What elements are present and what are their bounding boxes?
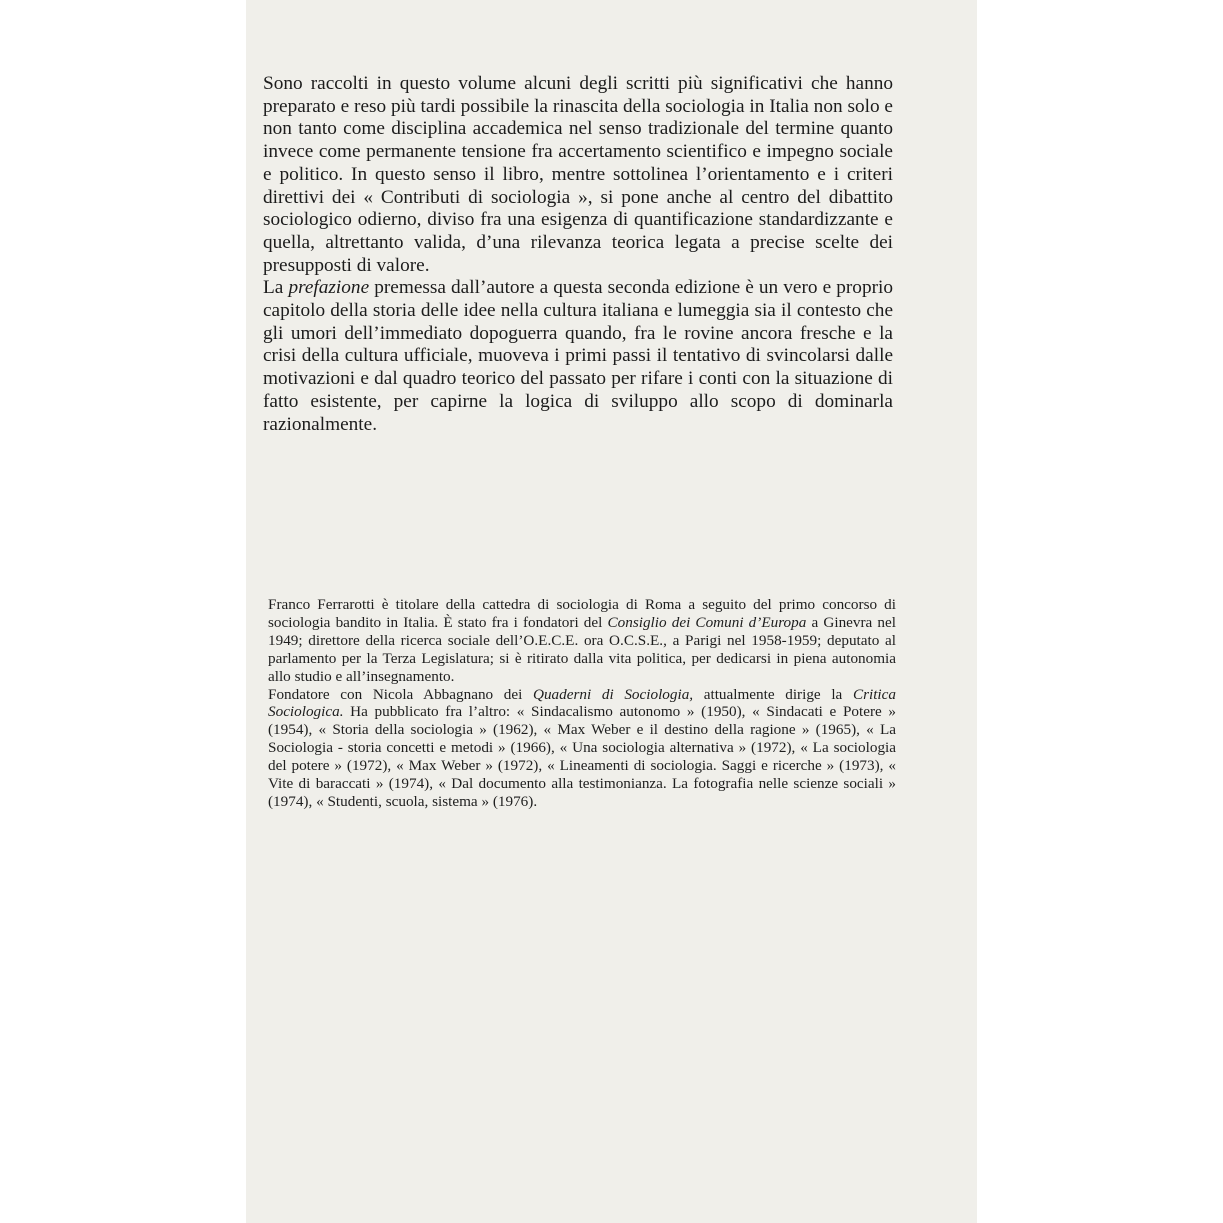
bio-p1-italic: Consiglio dei Comuni d’Europa [607, 613, 807, 631]
bio-p2-italic-2: Critica Sociologica. [268, 685, 896, 721]
book-blurb [263, 73, 893, 436]
blurb-p2-text-a: La [263, 277, 289, 299]
bio-p2-italic-1: Quaderni di Sociologia, [533, 685, 694, 703]
bio-p2-text-b: attualmente dirige la [693, 685, 853, 703]
blurb-p2-text-b: premessa dall’autore a questa seconda edizione è un vero e proprio capitolo della storia delle idee nella cultura italiana e lumeggia sia il contesto che gli umori dell’immediato dopoguerra quando, fra le rovine ancora fresche e la crisi della cultura ufficiale, muoveva i primi passi il tentativo di svincolarsi dalle motivazioni e dal quadro teorico del passato per rifare i conti con la situazione di fatto esistente, per capirne la logica di sviluppo allo scopo di dominarla razionalmente. [263, 277, 894, 435]
bio-p1-text-b: a Ginevra nel 1949; direttore della ricerca sociale dell’O.E.C.E. ora O.C.S.E., a Parigi nel 1958-1959; deputato al parlamento per la Terza Legislatura; si è ritirato dalla vita politica, per dedicarsi in piena autonomia allo studio e all’insegnamento. [268, 613, 896, 685]
blurb-paragraph-2 [263, 277, 893, 436]
bio-paragraph-1 [268, 596, 896, 686]
blurb-p2-italic: prefazione [288, 277, 370, 299]
author-bio [268, 596, 896, 811]
bio-p1-text-a: Franco Ferrarotti è titolare della cattedra di sociologia di Roma a seguito del primo concorso di sociologia bandito in Italia. È stato fra i fondatori del [268, 596, 896, 631]
bio-p2-text-c: Ha pubblicato fra l’altro: « Sindacalismo autonomo » (1950), « Sindacati e Potere » (1954), « Storia della sociologia » (1962), « Max Weber e il destino della ragione » (1965), « La Sociologia - storia concetti e metodi » (1966), « Una sociologia alternativa » (1972), « La sociologia del potere » (1972), « Max Weber » (1972), « Lineamenti di sociologia. Saggi e ricerche » (1973), « Vite di baraccati » (1974), « Dal documento alla testimonianza. La fotografia nelle scienze sociali » (1974), « Studenti, scuola, sistema » (1976). [268, 703, 896, 810]
bio-paragraph-2 [268, 686, 896, 811]
bio-p2-text-a: Fondatore con Nicola Abbagnano dei [268, 685, 533, 703]
back-cover [246, 0, 977, 1223]
blurb-paragraph-1: Sono raccolti in questo volume alcuni degli scritti più significativi che hanno preparato e reso più tardi possibile la rinascita della sociologia in Italia non solo e non tanto come disciplina accademica nel senso tradizionale del termine quanto invece come permanente tensione fra accertamento scientifico e impegno sociale e politico. In questo senso il libro, mentre sottolinea l’orientamento e i criteri direttivi dei « Contributi di sociologia », si pone anche al centro del dibattito sociologico odierno, diviso fra una esigenza di quantificazione standardizzante e quella, altrettanto valida, d’una rilevanza teorica legata a precise scelte dei presupposti di valore. [263, 73, 893, 276]
